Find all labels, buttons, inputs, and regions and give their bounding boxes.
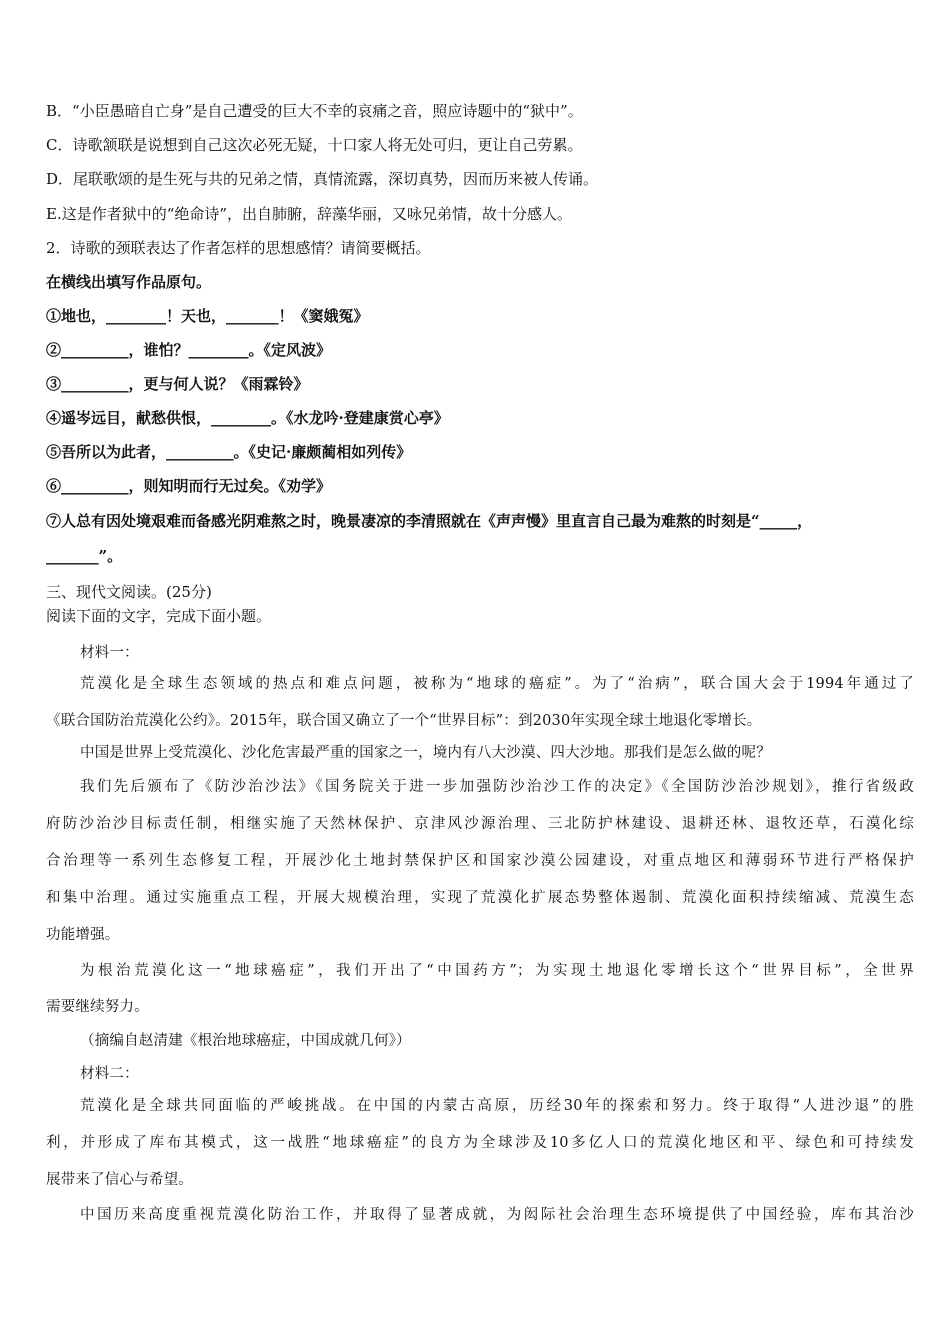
fill-blank-item: ⑤吾所以为此者，_________。《史记·廉颇蔺相如列传》: [46, 443, 412, 461]
paragraph-line: 利，并形成了库布其模式，这一战胜“地球癌症”的良方为全球涉及10多亿人口的荒漠化地区和平、绿色和可持续发: [46, 1135, 914, 1151]
option-b: B．“小臣愚暗自亡身”是自己遭受的巨大不幸的哀痛之音，照应诗题中的“狱中”。: [46, 102, 583, 120]
section-3-instruction: 阅读下面的文字，完成下面小题。: [46, 607, 272, 625]
question-2: 2．诗歌的颈联表达了作者怎样的思想感情？请简要概括。: [46, 239, 431, 257]
fill-blank-item: _______”。: [46, 547, 123, 565]
fill-blank-item: ⑥_________，则知明而行无过矣。《劝学》: [46, 477, 332, 495]
paragraph-line: 为根治荒漠化这一“地球癌症”，我们开出了“中国药方”；为实现土地退化零增长这个“世界目标”，全世界: [80, 963, 914, 979]
section-3-title: 三、现代文阅读。(25分): [46, 583, 212, 601]
fill-blank-item: ⑦人总有因处境艰难而备感光阴难熬之时，晚景凄凉的李清照就在《声声慢》里直言自己最为难熬的时刻是“_____，: [46, 512, 813, 530]
fill-blank-heading: 在横线出填写作品原句。: [46, 273, 212, 291]
material-1-label: 材料一：: [80, 645, 139, 661]
option-e: E.这是作者狱中的“绝命诗”，出自肺腑，辞藻华丽，又咏兄弟情，故十分感人。: [46, 205, 573, 223]
option-d: D．尾联歌颂的是生死与共的兄弟之情，真情流露，深切真势，因而历来被人传诵。: [46, 170, 599, 188]
paragraph-line: 中国是世界上受荒漠化、沙化危害最严重的国家之一，境内有八大沙漠、四大沙地。那我们是怎么做的呢？: [80, 745, 771, 761]
paragraph-line: 荒漠化是全球共同面临的严峻挑战。在中国的内蒙古高原，历经30年的探索和努力。终于取得“人进沙退”的胜: [80, 1098, 914, 1114]
fill-blank-item: ①地也，________！天也，_______！《窦娥冤》: [46, 307, 369, 325]
paragraph-line: 《联合国防治荒漠化公约》。2015年，联合国又确立了一个“世界目标”：到2030年实现全球土地退化零增长。: [46, 713, 762, 729]
paragraph-line: 展带来了信心与希望。: [46, 1172, 193, 1188]
paragraph-line: 合治理等一系列生态修复工程，开展沙化土地封禁保护区和国家沙漠公园建设，对重点地区和薄弱环节进行严格保护: [46, 853, 914, 869]
fill-blank-item: ③_________，更与何人说？《雨霖铃》: [46, 375, 309, 393]
paragraph-line: 和集中治理。通过实施重点工程，开展大规模治理，实现了荒漠化扩展态势整体遏制、荒漠化面积持续缩减、荒漠生态: [46, 890, 914, 906]
paragraph-line: 需要继续努力。: [46, 999, 149, 1015]
source-citation: （摘编自赵清建《根治地球癌症，中国成就几何》）: [80, 1033, 411, 1049]
fill-blank-item: ②_________，谁怕？________。《定风波》: [46, 341, 332, 359]
paragraph-line: 功能增强。: [46, 927, 120, 943]
fill-blank-item: ④遥岑远目，献愁供恨，________。《水龙吟·登建康赏心亭》: [46, 409, 449, 427]
material-2-label: 材料二：: [80, 1066, 139, 1082]
option-c: C．诗歌颔联是说想到自己这次必死无疑，十口家人将无处可归，更让自己劳累。: [46, 136, 583, 154]
paragraph-line: 中国历来高度重视荒漠化防治工作，并取得了显著成就，为闳际社会治理生态环境提供了中国经验，库布其治沙: [80, 1207, 914, 1223]
paragraph-line: 我们先后颁布了《防沙治沙法》《国务院关于进一步加强防沙治沙工作的决定》《全国防沙治沙规划》，推行省级政: [80, 779, 914, 795]
paragraph-line: 荒漠化是全球生态领域的热点和难点问题，被称为“地球的癌症”。为了“治病”，联合国大会于1994年通过了: [80, 676, 914, 692]
paragraph-line: 府防沙治沙目标责任制，相继实施了天然林保护、京津风沙源治理、三北防护林建设、退耕还林、退牧还草，石漠化综: [46, 816, 914, 832]
